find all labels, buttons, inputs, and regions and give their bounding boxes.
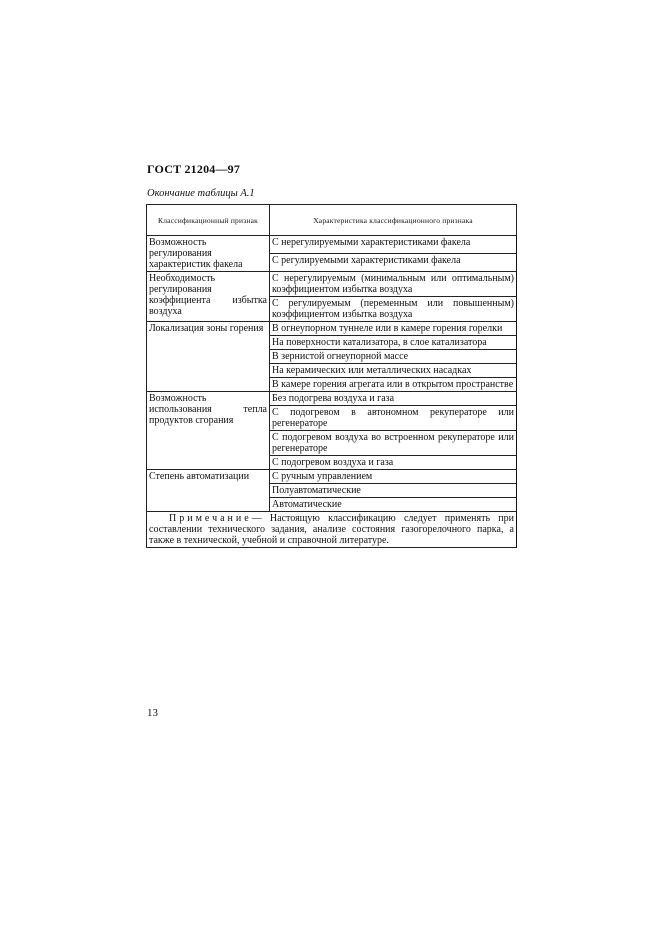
characteristic-cell: С подогревом воздуха во встроенном рекуператоре или регенераторе [270,431,517,456]
table-caption: Окончание таблицы А.1 [147,188,255,199]
document-id: ГОСТ 21204—97 [147,162,241,176]
characteristic-cell: На поверхности катализатора, в слое катализатора [270,336,517,350]
table-row [147,272,517,297]
characteristic-cell: В камере горения агрегата или в открытом пространстве [270,378,517,392]
characteristic-cell: Без подогрева воздуха и газа [270,392,517,406]
table-note [147,512,517,548]
characteristic-cell: Полуавтоматические [270,484,517,498]
characteristic-cell: С подогревом воздуха и газа [270,456,517,470]
feature-cell: Необходимость регулирования коэффициента избытка воздуха [147,272,270,322]
column-header-characteristic: Характеристика классификационного признака [270,205,517,236]
table-header-row [147,205,517,236]
characteristic-cell: В зернистой огнеупорной массе [270,350,517,364]
table-row [147,236,517,254]
characteristic-cell: На керамических или металлических насадках [270,364,517,378]
table-row [147,322,517,336]
characteristic-cell: С нерегулируемым (минимальным или оптимальным) коэффициентом избытка воздуха [270,272,517,297]
characteristic-cell: С нерегулируемыми характеристиками факела [270,236,517,254]
characteristic-cell: С регулируемыми характеристиками факела [270,254,517,272]
note-label: Примечание [169,513,252,524]
feature-cell: Возможность регулирования характеристик факела [147,236,270,272]
characteristic-cell: В огнеупорном туннеле или в камере горения горелки [270,322,517,336]
feature-cell: Локализация зоны горения [147,322,270,392]
classification-table [146,204,517,548]
characteristic-cell: С регулируемым (переменным или повышенным) коэффициентом избытка воздуха [270,297,517,322]
characteristic-cell: С подогревом в автономном рекуператоре или регенераторе [270,406,517,431]
table-row [147,392,517,406]
note-row [147,512,517,548]
feature-cell: Возможность использования тепла продуктов сгорания [147,392,270,470]
feature-cell: Степень автоматизации [147,470,270,512]
column-header-feature: Классификационный признак [147,205,270,236]
characteristic-cell: С ручным управлением [270,470,517,484]
table-row [147,470,517,484]
characteristic-cell: Автоматические [270,498,517,512]
page-number: 13 [147,707,158,719]
note-text: — Настоящую классификацию следует применять при составлении технического задания, анализе состояния газогорелочного парка, а также в технической, учебной и справочной литературе. [149,513,514,546]
